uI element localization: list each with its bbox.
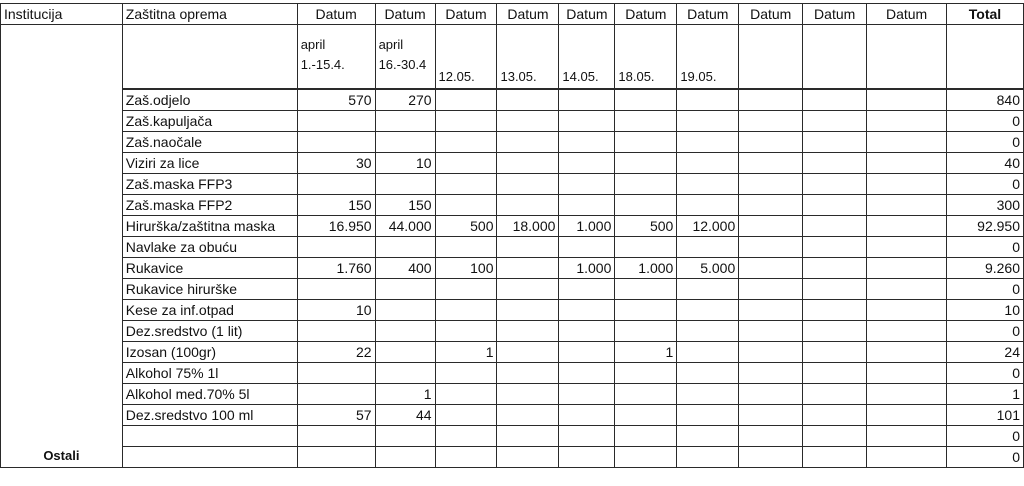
quantity-cell [803, 174, 867, 195]
quantity-cell [375, 174, 435, 195]
quantity-cell [803, 279, 867, 300]
quantity-cell [803, 153, 867, 174]
quantity-cell [497, 258, 559, 279]
quantity-cell: 5.000 [677, 258, 739, 279]
quantity-cell [615, 132, 677, 153]
quantity-cell [677, 111, 739, 132]
quantity-cell [739, 300, 803, 321]
quantity-cell [615, 174, 677, 195]
quantity-cell [803, 111, 867, 132]
quantity-cell [867, 342, 947, 363]
date-cell: april 1.-15.4. [297, 25, 375, 90]
quantity-cell: 10 [297, 300, 375, 321]
table-row [1, 195, 1024, 216]
quantity-cell: 1.760 [297, 258, 375, 279]
item-label: Kese za inf.otpad [122, 300, 297, 321]
date-cell: 13.05. [497, 25, 559, 90]
item-label: Hirurška/zaštitna maska [122, 216, 297, 237]
quantity-cell [297, 384, 375, 405]
quantity-cell [867, 111, 947, 132]
quantity-cell [867, 279, 947, 300]
quantity-cell [677, 321, 739, 342]
table-row [1, 132, 1024, 153]
quantity-cell [677, 279, 739, 300]
quantity-cell [497, 111, 559, 132]
quantity-cell [803, 447, 867, 468]
quantity-cell [559, 195, 615, 216]
quantity-cell [497, 132, 559, 153]
quantity-cell [497, 153, 559, 174]
quantity-cell [497, 300, 559, 321]
total-header: Total [947, 4, 1024, 25]
item-label [122, 447, 297, 468]
date-cell: 18.05. [615, 25, 677, 90]
quantity-cell [497, 384, 559, 405]
quantity-cell: 44.000 [375, 216, 435, 237]
quantity-cell [497, 447, 559, 468]
quantity-cell [435, 195, 497, 216]
quantity-cell [297, 174, 375, 195]
table-row [1, 174, 1024, 195]
quantity-cell [375, 447, 435, 468]
table-row [1, 342, 1024, 363]
quantity-cell [375, 363, 435, 384]
row-total-cell: 0 [947, 279, 1024, 300]
item-label: Zaš.maska FFP2 [122, 195, 297, 216]
quantity-cell [497, 426, 559, 447]
quantity-cell [615, 384, 677, 405]
quantity-cell [677, 89, 739, 111]
datum-header: Datum [559, 4, 615, 25]
datum-header: Datum [435, 4, 497, 25]
quantity-cell [615, 195, 677, 216]
quantity-cell [867, 405, 947, 426]
row-total-cell: 24 [947, 342, 1024, 363]
quantity-cell [677, 195, 739, 216]
table-row [1, 384, 1024, 405]
row-total-cell: 0 [947, 111, 1024, 132]
row-total-cell: 10 [947, 300, 1024, 321]
quantity-cell [435, 111, 497, 132]
date-cell [803, 25, 867, 90]
total-date-blank [947, 25, 1024, 90]
item-label: Zaš.maska FFP3 [122, 174, 297, 195]
quantity-cell [435, 300, 497, 321]
quantity-cell [677, 153, 739, 174]
table-row [1, 258, 1024, 279]
quantity-cell: 1 [435, 342, 497, 363]
date-row [1, 25, 1024, 90]
quantity-cell [297, 132, 375, 153]
quantity-cell [739, 111, 803, 132]
quantity-cell [559, 384, 615, 405]
quantity-cell: 1.000 [615, 258, 677, 279]
quantity-cell: 1 [615, 342, 677, 363]
quantity-cell [559, 426, 615, 447]
quantity-cell [375, 426, 435, 447]
quantity-cell [497, 237, 559, 258]
row-total-cell: 0 [947, 237, 1024, 258]
quantity-cell [803, 195, 867, 216]
header-row [1, 4, 1024, 25]
quantity-cell [375, 132, 435, 153]
quantity-cell [497, 174, 559, 195]
quantity-cell [867, 426, 947, 447]
quantity-cell [497, 363, 559, 384]
quantity-cell: 500 [435, 216, 497, 237]
datum-header: Datum [497, 4, 559, 25]
table-row [1, 153, 1024, 174]
quantity-cell [803, 237, 867, 258]
quantity-cell [867, 384, 947, 405]
quantity-cell [559, 363, 615, 384]
quantity-cell [375, 111, 435, 132]
quantity-cell [559, 174, 615, 195]
quantity-cell [677, 447, 739, 468]
quantity-cell [677, 342, 739, 363]
quantity-cell [615, 237, 677, 258]
quantity-cell: 150 [297, 195, 375, 216]
row-total-cell: 300 [947, 195, 1024, 216]
quantity-cell [497, 321, 559, 342]
table-row [1, 279, 1024, 300]
quantity-cell [739, 384, 803, 405]
quantity-cell [803, 132, 867, 153]
quantity-cell: 22 [297, 342, 375, 363]
quantity-cell [375, 237, 435, 258]
quantity-cell [559, 89, 615, 111]
item-label: Viziri za lice [122, 153, 297, 174]
quantity-cell [497, 405, 559, 426]
quantity-cell: 1.000 [559, 216, 615, 237]
item-label: Zaš.naočale [122, 132, 297, 153]
quantity-cell [297, 447, 375, 468]
quantity-cell [803, 405, 867, 426]
quantity-cell: 500 [615, 216, 677, 237]
table-row [1, 447, 1024, 468]
item-label: Izosan (100gr) [122, 342, 297, 363]
table-row [1, 321, 1024, 342]
date-cell: 12.05. [435, 25, 497, 90]
date-label-blank [122, 25, 297, 90]
quantity-cell [803, 300, 867, 321]
datum-header: Datum [677, 4, 739, 25]
quantity-cell [739, 174, 803, 195]
quantity-cell: 1 [375, 384, 435, 405]
item-label: Dez.sredstvo (1 lit) [122, 321, 297, 342]
quantity-cell [677, 300, 739, 321]
datum-header: Datum [803, 4, 867, 25]
quantity-cell [615, 363, 677, 384]
quantity-cell [867, 300, 947, 321]
quantity-cell: 400 [375, 258, 435, 279]
row-total-cell: 0 [947, 321, 1024, 342]
quantity-cell [677, 384, 739, 405]
quantity-cell: 16.950 [297, 216, 375, 237]
quantity-cell [559, 300, 615, 321]
table-row [1, 300, 1024, 321]
table-row [1, 426, 1024, 447]
quantity-cell [803, 342, 867, 363]
quantity-cell [739, 426, 803, 447]
quantity-cell: 57 [297, 405, 375, 426]
quantity-cell [739, 237, 803, 258]
quantity-cell [739, 405, 803, 426]
quantity-cell [375, 321, 435, 342]
item-label: Alkohol med.70% 5l [122, 384, 297, 405]
item-label: Rukavice hirurške [122, 279, 297, 300]
quantity-cell [803, 384, 867, 405]
quantity-cell: 12.000 [677, 216, 739, 237]
quantity-cell [803, 426, 867, 447]
table-row [1, 89, 1024, 111]
quantity-cell [867, 153, 947, 174]
quantity-cell: 270 [375, 89, 435, 111]
quantity-cell [497, 279, 559, 300]
quantity-cell [615, 426, 677, 447]
quantity-cell [435, 405, 497, 426]
datum-header: Datum [375, 4, 435, 25]
quantity-cell [677, 405, 739, 426]
quantity-cell [435, 426, 497, 447]
quantity-cell [375, 279, 435, 300]
date-cell [867, 25, 947, 90]
oprema-header: Zaštitna oprema [122, 4, 297, 25]
datum-header: Datum [297, 4, 375, 25]
item-label: Rukavice [122, 258, 297, 279]
date-cell [739, 25, 803, 90]
item-label: Zaš.kapuljača [122, 111, 297, 132]
quantity-cell [803, 321, 867, 342]
institucija-header: Institucija [1, 4, 123, 25]
quantity-cell [297, 321, 375, 342]
item-label: Alkohol 75% 1l [122, 363, 297, 384]
date-cell: 14.05. [559, 25, 615, 90]
quantity-cell [559, 321, 615, 342]
datum-header: Datum [739, 4, 803, 25]
table-row [1, 405, 1024, 426]
row-total-cell: 101 [947, 405, 1024, 426]
table-row [1, 363, 1024, 384]
quantity-cell [297, 426, 375, 447]
item-label: Zaš.odjelo [122, 89, 297, 111]
table-row [1, 237, 1024, 258]
quantity-cell [615, 279, 677, 300]
quantity-cell [867, 258, 947, 279]
quantity-cell [739, 279, 803, 300]
quantity-cell [297, 237, 375, 258]
quantity-cell [739, 321, 803, 342]
quantity-cell [615, 321, 677, 342]
quantity-cell [867, 216, 947, 237]
table-row [1, 111, 1024, 132]
quantity-cell [435, 132, 497, 153]
datum-header: Datum [867, 4, 947, 25]
quantity-cell [435, 279, 497, 300]
quantity-cell [435, 237, 497, 258]
quantity-cell [867, 363, 947, 384]
quantity-cell [615, 89, 677, 111]
quantity-cell [559, 237, 615, 258]
row-total-cell: 0 [947, 426, 1024, 447]
quantity-cell [615, 153, 677, 174]
quantity-cell [497, 89, 559, 111]
quantity-cell [677, 174, 739, 195]
row-total-cell: 9.260 [947, 258, 1024, 279]
quantity-cell [559, 342, 615, 363]
row-total-cell: 1 [947, 384, 1024, 405]
quantity-cell [739, 258, 803, 279]
quantity-cell [867, 195, 947, 216]
quantity-cell [375, 300, 435, 321]
quantity-cell [559, 447, 615, 468]
quantity-cell [435, 447, 497, 468]
quantity-cell: 570 [297, 89, 375, 111]
row-total-cell: 0 [947, 132, 1024, 153]
quantity-cell [615, 111, 677, 132]
quantity-cell [803, 89, 867, 111]
quantity-cell: 1.000 [559, 258, 615, 279]
quantity-cell: 44 [375, 405, 435, 426]
quantity-cell [739, 342, 803, 363]
quantity-cell [297, 111, 375, 132]
quantity-cell: 100 [435, 258, 497, 279]
quantity-cell [739, 195, 803, 216]
quantity-cell [803, 216, 867, 237]
datum-header: Datum [615, 4, 677, 25]
quantity-cell [559, 405, 615, 426]
quantity-cell [559, 153, 615, 174]
quantity-cell [803, 258, 867, 279]
quantity-cell [867, 174, 947, 195]
quantity-cell [297, 279, 375, 300]
row-total-cell: 40 [947, 153, 1024, 174]
quantity-cell [739, 363, 803, 384]
quantity-cell [739, 132, 803, 153]
quantity-cell [297, 363, 375, 384]
quantity-cell [739, 153, 803, 174]
quantity-cell [559, 279, 615, 300]
row-total-cell: 0 [947, 363, 1024, 384]
quantity-cell [435, 363, 497, 384]
protective-equipment-table [0, 3, 1024, 468]
quantity-cell [559, 111, 615, 132]
quantity-cell [739, 447, 803, 468]
quantity-cell [497, 342, 559, 363]
institution-cell: Ostali [1, 25, 123, 468]
quantity-cell [435, 153, 497, 174]
quantity-cell [497, 195, 559, 216]
quantity-cell [435, 384, 497, 405]
item-label: Dez.sredstvo 100 ml [122, 405, 297, 426]
row-total-cell: 0 [947, 447, 1024, 468]
quantity-cell [677, 237, 739, 258]
row-total-cell: 840 [947, 89, 1024, 111]
quantity-cell [435, 174, 497, 195]
quantity-cell: 18.000 [497, 216, 559, 237]
quantity-cell [615, 405, 677, 426]
quantity-cell [739, 216, 803, 237]
date-cell: april 16.-30.4 [375, 25, 435, 90]
quantity-cell [867, 321, 947, 342]
quantity-cell [435, 89, 497, 111]
quantity-cell [615, 300, 677, 321]
date-cell: 19.05. [677, 25, 739, 90]
quantity-cell: 30 [297, 153, 375, 174]
quantity-cell [867, 89, 947, 111]
quantity-cell [677, 426, 739, 447]
quantity-cell [677, 132, 739, 153]
quantity-cell [435, 321, 497, 342]
item-label [122, 426, 297, 447]
quantity-cell [867, 237, 947, 258]
item-label: Navlake za obuću [122, 237, 297, 258]
table-row [1, 216, 1024, 237]
row-total-cell: 92.950 [947, 216, 1024, 237]
quantity-cell [739, 89, 803, 111]
quantity-cell [867, 447, 947, 468]
quantity-cell [677, 363, 739, 384]
quantity-cell: 10 [375, 153, 435, 174]
quantity-cell [615, 447, 677, 468]
quantity-cell [375, 342, 435, 363]
quantity-cell: 150 [375, 195, 435, 216]
quantity-cell [803, 363, 867, 384]
row-total-cell: 0 [947, 174, 1024, 195]
quantity-cell [559, 132, 615, 153]
quantity-cell [867, 132, 947, 153]
